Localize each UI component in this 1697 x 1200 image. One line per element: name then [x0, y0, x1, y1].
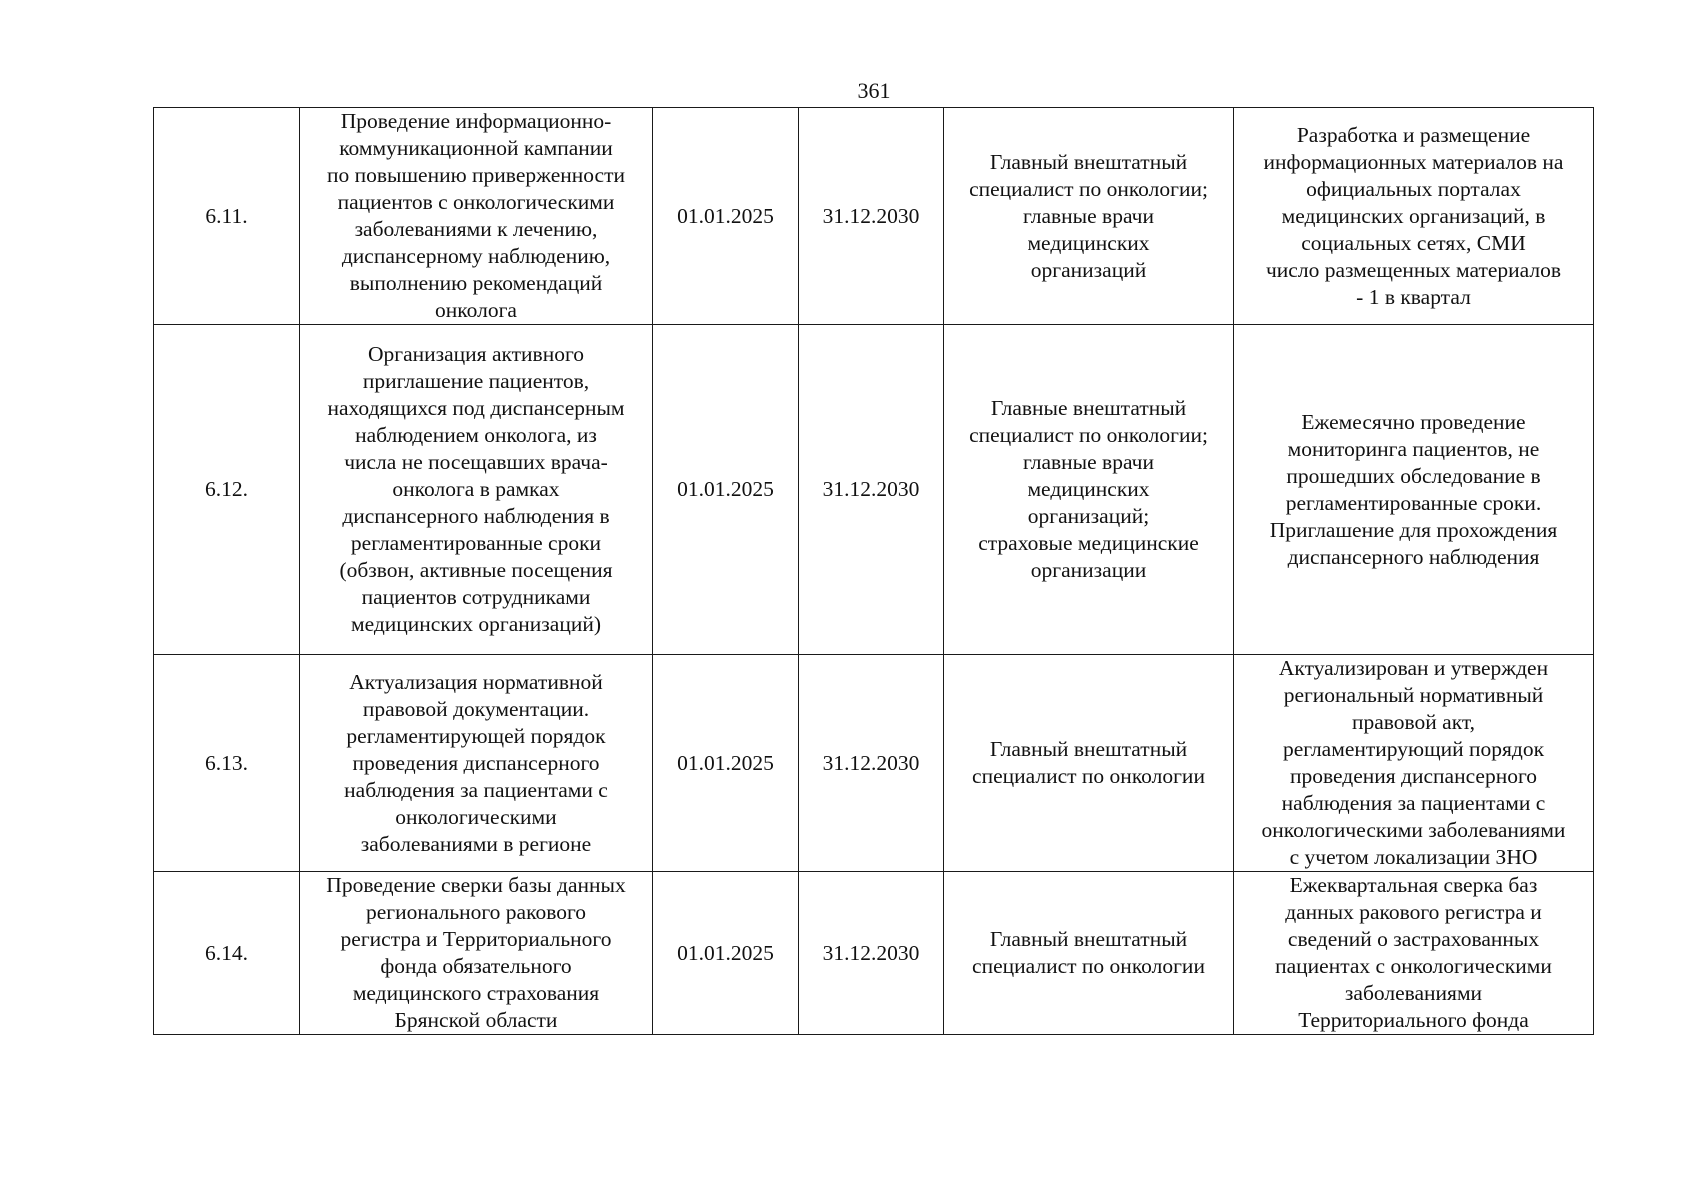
responsible-party: Главный внештатный специалист по онкологии [944, 655, 1234, 872]
start-date: 01.01.2025 [653, 872, 799, 1035]
responsible-party: Главный внештатный специалист по онкологии; главные врачи медицинских организаций [944, 108, 1234, 325]
responsible-party: Главный внештатный специалист по онкологии [944, 872, 1234, 1035]
expected-result: Актуализирован и утвержден региональный нормативный правовой акт, регламентирующий порядок проведения диспансерного наблюдения за пациентами с онкологическими заболеваниями с учетом локализации ЗНО [1234, 655, 1594, 872]
item-number: 6.14. [154, 872, 300, 1035]
end-date: 31.12.2030 [799, 655, 944, 872]
table-row [154, 108, 1594, 325]
end-date: 31.12.2030 [799, 325, 944, 655]
item-description: Проведение информационно- коммуникационной кампании по повышению приверженности пациентов с онкологическими заболеваниями к лечению, диспансерному наблюдению, выполнению рекомендаций онколога [300, 108, 653, 325]
start-date: 01.01.2025 [653, 655, 799, 872]
start-date: 01.01.2025 [653, 325, 799, 655]
item-description: Проведение сверки базы данных регионального ракового регистра и Территориального фонда обязательного медицинского страхования Брянской области [300, 872, 653, 1035]
end-date: 31.12.2030 [799, 108, 944, 325]
table-row [154, 655, 1594, 872]
expected-result: Разработка и размещение информационных материалов на официальных порталах медицинских организаций, в социальных сетях, СМИ число размещенных материалов - 1 в квартал [1234, 108, 1594, 325]
responsible-party: Главные внештатный специалист по онкологии; главные врачи медицинских организаций; страховые медицинские организации [944, 325, 1234, 655]
item-number: 6.11. [154, 108, 300, 325]
action-plan-table [153, 107, 1594, 1035]
item-number: 6.13. [154, 655, 300, 872]
table-row [154, 872, 1594, 1035]
item-number: 6.12. [154, 325, 300, 655]
end-date: 31.12.2030 [799, 872, 944, 1035]
start-date: 01.01.2025 [653, 108, 799, 325]
page-number: 361 [857, 78, 891, 103]
expected-result: Ежемесячно проведение мониторинга пациентов, не прошедших обследование в регламентированные сроки. Приглашение для прохождения диспансерного наблюдения [1234, 325, 1594, 655]
item-description: Организация активного приглашение пациентов, находящихся под диспансерным наблюдением онколога, из числа не посещавших врача- онколога в рамках диспансерного наблюдения в регламентированные сроки (обзвон, активные посещения пациентов сотрудниками медицинских организаций) [300, 325, 653, 655]
item-description: Актуализация нормативной правовой документации. регламентирующей порядок проведения диспансерного наблюдения за пациентами с онкологическими заболеваниями в регионе [300, 655, 653, 872]
table-row [154, 325, 1594, 655]
expected-result: Ежеквартальная сверка баз данных ракового регистра и сведений о застрахованных пациентах с онкологическими заболеваниями Территориального фонда [1234, 872, 1594, 1035]
